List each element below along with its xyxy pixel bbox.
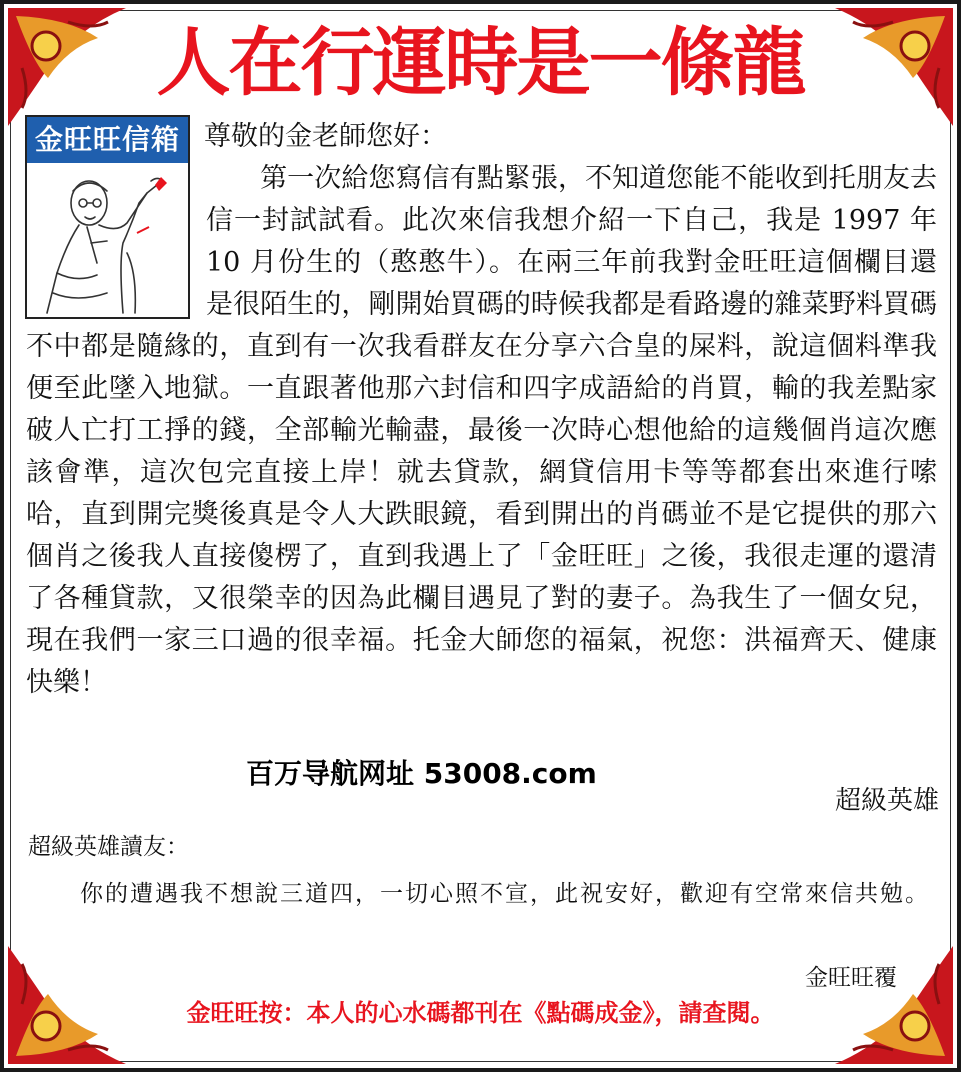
- editor-note: 金旺旺按：本人的心水碼都刊在《點碼成金》，請查閱。: [186, 999, 775, 1027]
- reply-signature: 金旺旺覆: [805, 965, 897, 991]
- headline: 人在行運時是一條龍: [156, 20, 805, 106]
- letter-body-text: 第一次給您寫信有點緊張，不知道您能不能收到托朋友去信一封試試看。此次來信我想介紹一下自己，我是 1997 年 10 月份生的（憨憨牛）。在兩三年前我對金旺旺這個欄目還是很陌生的，剛開始買碼的時候我都是看路邊的雜菜野料買碼不中都是隨緣的，直到有一次我看群友在分享六合皇的屎料，說這個料準我便至此墜入地獄。一直跟著他那六封信和四字成語給的肖買，輸的我差點家破人亡打工掙的錢，全部輸光輸盡，最後一次時心想他給的這幾個肖這次應該會準，這次包完直接上岸！就去貸款，網貸信用卡等等都套出來進行嗦哈，直到開完獎後真是令人大跌眼鏡，看到開出的肖碼並不是它提供的那六個肖之後我人直接傻楞了，直到我遇上了「金旺旺」之後，我很走運的還清了各種貸款，又很榮幸的因為此欄目遇見了對的妻子。為我生了一個女兒，現在我們一家三口過的很幸福。托金大師您的福氣，祝您：洪福齊天、健康快樂！: [26, 163, 937, 698]
- badge-wrap-spacer: [26, 158, 206, 322]
- letter-greeting: 尊敬的金老師您好：: [204, 121, 447, 152]
- column-badge-label: 金旺旺信箱: [27, 117, 188, 163]
- letter-body: [26, 158, 937, 704]
- reply-body-text: 你的遭遇我不想說三道四，一切心照不宣，此祝安好，歡迎有空常來信共勉。: [80, 881, 930, 907]
- reply-body: [26, 872, 937, 916]
- letter-signature: 超級英雄: [834, 786, 939, 816]
- reply-greeting: 超級英雄讀友：: [28, 834, 189, 860]
- watermark-text: 百万导航网址 53008.com: [246, 757, 597, 790]
